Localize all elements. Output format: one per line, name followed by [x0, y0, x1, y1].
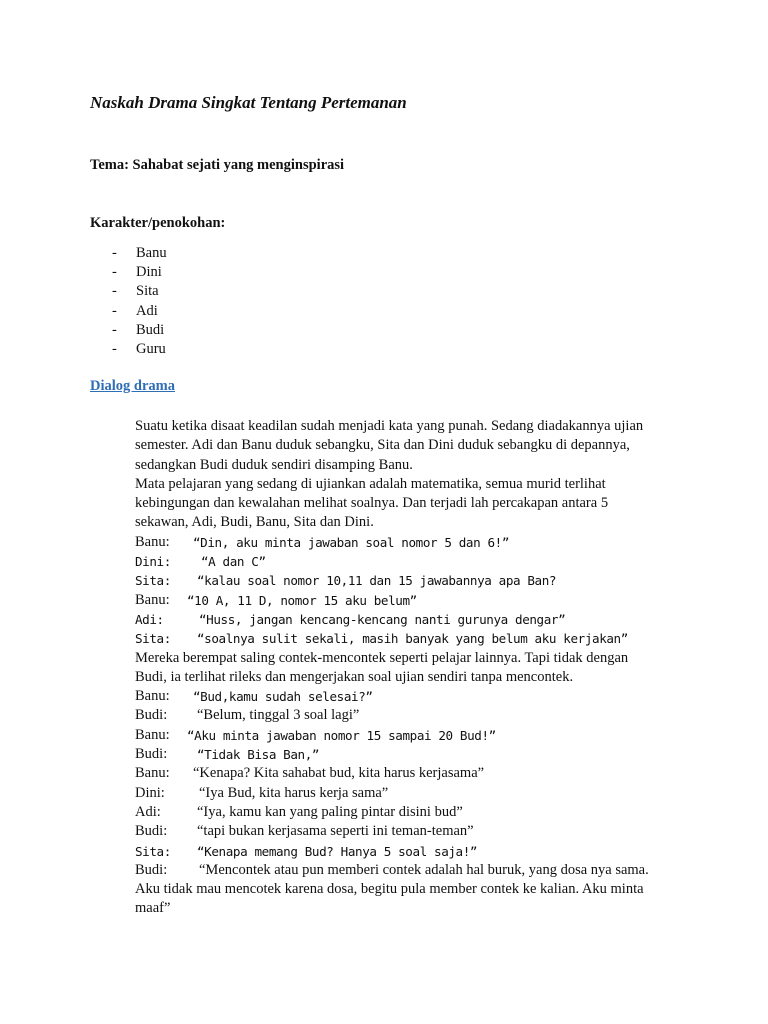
- paragraph-line: maaf”: [135, 900, 171, 917]
- dialog-text: “Tidak Bisa Ban,”: [197, 747, 320, 763]
- dialog-text: “Iya, kamu kan yang paling pintar disini bud”: [197, 803, 463, 820]
- speaker-name: Sita:: [135, 573, 171, 589]
- dialog-line: [135, 629, 695, 648]
- paragraph-line: sekawan, Adi, Budi, Banu, Sita dan Dini.: [135, 514, 374, 531]
- paragraph-line: sedangkan Budi duduk sendiri disamping Banu.: [135, 456, 413, 473]
- dialog-line: [135, 803, 695, 822]
- speaker-name: Budi:: [135, 746, 168, 763]
- dialog-body: [135, 417, 695, 919]
- character-name: Dini: [136, 264, 162, 281]
- paragraph-line: semester. Adi dan Banu duduk sebangku, Sita dan Dini duduk sebangku di depannya,: [135, 437, 630, 454]
- character-name: Guru: [136, 340, 166, 357]
- speaker-name: Dini:: [135, 784, 165, 801]
- list-dash: -: [112, 340, 117, 357]
- dialog-line: [135, 591, 695, 610]
- speaker-name: Banu:: [135, 591, 170, 608]
- dialog-line: [135, 764, 695, 783]
- paragraph-line: Budi, ia terlihat rileks dan mengerjakan soal ujian sendiri tanpa mencontek.: [135, 668, 574, 685]
- dialog-line: [135, 552, 695, 571]
- paragraph-line: Aku tidak mau mencotek karena dosa, begitu pula member contek ke kalian. Aku minta: [135, 881, 644, 898]
- dialog-text: “Kenapa? Kita sahabat bud, kita harus kerjasama”: [193, 765, 485, 782]
- dialog-text: “Kenapa memang Bud? Hanya 5 soal saja!”: [197, 843, 478, 859]
- paragraph-line: Mereka berempat saling contek-mencontek seperti pelajar lainnya. Tapi tidak dengan: [135, 649, 629, 666]
- document-title: Naskah Drama Singkat Tentang Pertemanan: [90, 93, 407, 112]
- speaker-name: Budi:: [135, 707, 168, 724]
- speaker-name: Dini:: [135, 554, 171, 570]
- dialog-text: “10 A, 11 D, nomor 15 aku belum”: [187, 592, 417, 608]
- character-name: Budi: [136, 321, 165, 338]
- theme-line: Tema: Sahabat sejati yang menginspirasi: [90, 157, 345, 173]
- character-name: Adi: [136, 302, 158, 319]
- dialog-text: “A dan C”: [201, 554, 266, 570]
- dialog-line: [135, 571, 695, 590]
- list-dash: -: [112, 245, 117, 261]
- list-item: [112, 321, 167, 340]
- dialog-line: [135, 726, 695, 745]
- list-dash: -: [112, 264, 117, 281]
- list-dash: -: [112, 321, 117, 338]
- speaker-name: Banu:: [135, 726, 170, 743]
- dialog-text: “soalnya sulit sekali, masih banyak yang belum aku kerjakan”: [197, 631, 628, 647]
- list-item: [112, 263, 167, 282]
- dialog-line: [135, 822, 695, 841]
- dialog-text: “Iya Bud, kita harus kerja sama”: [199, 784, 389, 801]
- list-item: [112, 282, 167, 301]
- speaker-name: Adi:: [135, 611, 164, 627]
- character-list: [112, 244, 167, 359]
- dialog-text: “Aku minta jawaban nomor 15 sampai 20 Bud!”: [187, 727, 496, 743]
- speaker-name: Banu:: [135, 688, 170, 705]
- character-name: Banu: [136, 245, 167, 261]
- dialog-text: “Belum, tinggal 3 soal lagi”: [197, 707, 360, 724]
- dialog-text: “tapi bukan kerjasama seperti ini teman-teman”: [197, 823, 474, 840]
- list-item: [112, 340, 167, 359]
- speaker-name: Banu:: [135, 765, 170, 782]
- dialog-line: [135, 842, 695, 861]
- paragraph-line: kebingungan dan kewalahan melihat soalnya. Dan terjadi lah percakapan antara 5: [135, 495, 609, 512]
- speaker-name: Adi:: [135, 803, 161, 820]
- dialog-text: “Din, aku minta jawaban soal nomor 5 dan 6!”: [193, 534, 510, 550]
- dialog-line: [135, 533, 695, 552]
- list-dash: -: [112, 283, 117, 300]
- dialog-line: [135, 610, 695, 629]
- speaker-name: Budi:: [135, 861, 168, 878]
- list-dash: -: [112, 302, 117, 319]
- speaker-name: Sita:: [135, 843, 171, 859]
- speaker-name: Banu:: [135, 533, 170, 550]
- character-heading: Karakter/penokohan:: [90, 215, 226, 231]
- speaker-name: Budi:: [135, 823, 168, 840]
- speaker-name: Sita:: [135, 631, 171, 647]
- paragraph-line: Suatu ketika disaat keadilan sudah menjadi kata yang punah. Sedang diadakannya ujian: [135, 418, 644, 434]
- dialog-text: “Bud,kamu sudah selesai?”: [193, 689, 373, 705]
- dialog-line: [135, 784, 695, 803]
- list-item: [112, 244, 167, 263]
- dialog-text: “kalau soal nomor 10,11 dan 15 jawabannya apa Ban?: [197, 573, 557, 589]
- dialog-line: [135, 745, 695, 764]
- paragraph-line: Mata pelajaran yang sedang di ujiankan adalah matematika, semua murid terlihat: [135, 475, 606, 492]
- dialog-drama-link[interactable]: Dialog drama: [90, 378, 175, 394]
- dialog-line: [135, 861, 695, 880]
- character-name: Sita: [136, 283, 159, 300]
- dialog-line: [135, 687, 695, 706]
- dialog-text: “Mencontek atau pun memberi contek adalah hal buruk, yang dosa nya sama.: [199, 861, 649, 878]
- list-item: [112, 302, 167, 321]
- dialog-text: “Huss, jangan kencang-kencang nanti gurunya dengar”: [199, 611, 566, 627]
- dialog-line: [135, 706, 695, 725]
